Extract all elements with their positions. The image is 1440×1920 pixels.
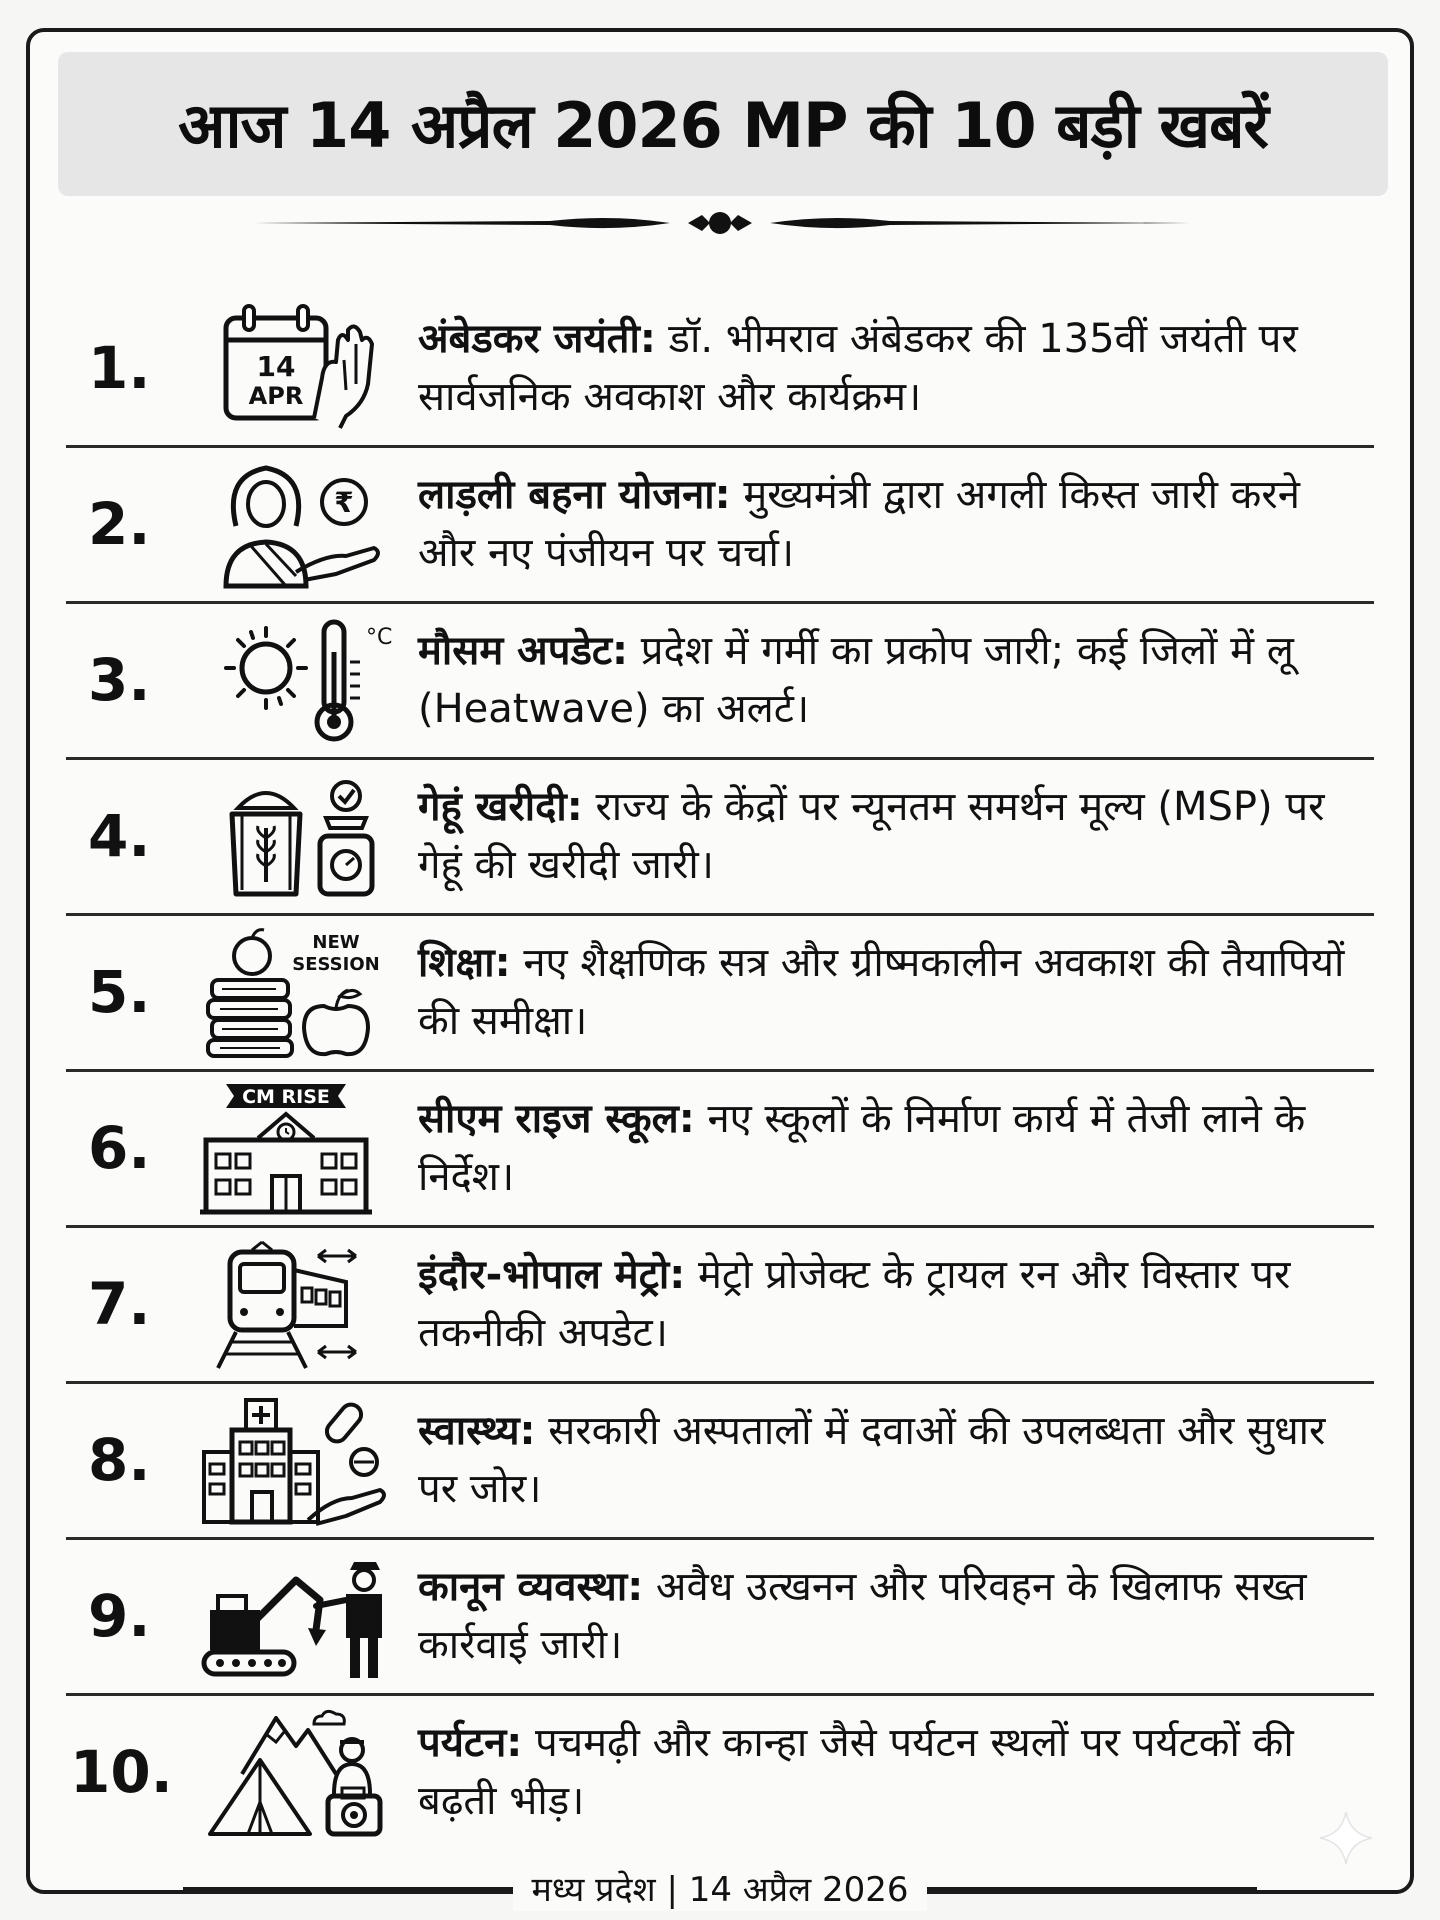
celsius-label: °C bbox=[366, 625, 393, 650]
news-item-9 bbox=[66, 1538, 1374, 1694]
footer-divider-left bbox=[183, 1887, 513, 1890]
excavator-police-icon bbox=[186, 1546, 406, 1686]
item-number: 8. bbox=[88, 1426, 151, 1494]
news-list bbox=[66, 290, 1374, 1850]
tent-mountain-camera-icon bbox=[186, 1702, 406, 1842]
woman-rupee-hand-icon bbox=[186, 454, 406, 594]
divider-ornament bbox=[250, 208, 1190, 238]
title-banner bbox=[58, 52, 1388, 196]
item-body: नए स्कूलों के निर्माण कार्य में तेजी लाने के निर्देश। bbox=[418, 1096, 1306, 1200]
item-body: अवैध उत्खनन और परिवहन के खिलाफ सख्त कार्रवाई जारी। bbox=[418, 1564, 1307, 1668]
hospital-medicine-icon bbox=[186, 1390, 406, 1530]
item-heading: मौसम अपडेट: bbox=[418, 628, 629, 674]
calendar-day: 14 bbox=[256, 350, 296, 383]
rupee-symbol: ₹ bbox=[334, 486, 354, 519]
item-body: प्रदेश में गर्मी का प्रकोप जारी; कई जिलों में लू (Heatwave) का अलर्ट। bbox=[418, 628, 1294, 732]
calendar-hand-icon bbox=[186, 298, 406, 438]
item-number: 10. bbox=[70, 1738, 173, 1806]
item-heading: लाड़ली बहना योजना: bbox=[418, 472, 731, 518]
metro-train-icon bbox=[186, 1234, 406, 1374]
item-heading: अंबेडकर जयंती: bbox=[418, 316, 656, 362]
sparkle-watermark-icon bbox=[1318, 1810, 1374, 1866]
item-body: नए शैक्षणिक सत्र और ग्रीष्मकालीन अवकाश की तैयापियों की समीक्षा। bbox=[418, 940, 1345, 1044]
news-item-6 bbox=[66, 1070, 1374, 1226]
item-heading: स्वास्थ्य: bbox=[418, 1408, 536, 1454]
news-item-5 bbox=[66, 914, 1374, 1070]
item-heading: इंदौर-भोपाल मेट्रो: bbox=[418, 1252, 686, 1298]
new-label: NEW bbox=[312, 932, 360, 953]
item-number: 2. bbox=[88, 490, 151, 558]
sun-thermometer-icon bbox=[186, 610, 406, 750]
item-heading: कानून व्यवस्था: bbox=[418, 1564, 644, 1610]
item-number: 9. bbox=[88, 1582, 151, 1650]
footer-text: मध्य प्रदेश | 14 अप्रैल 2026 bbox=[513, 1865, 926, 1911]
books-apple-icon bbox=[186, 922, 406, 1062]
news-item-10 bbox=[66, 1694, 1374, 1850]
item-number: 3. bbox=[88, 646, 151, 714]
footer-divider-right bbox=[927, 1887, 1257, 1890]
news-item-4 bbox=[66, 758, 1374, 914]
item-body: पचमढ़ी और कान्हा जैसे पर्यटन स्थलों पर पर्यटकों की बढ़ती भीड़। bbox=[418, 1720, 1294, 1824]
news-item-8 bbox=[66, 1382, 1374, 1538]
item-number: 6. bbox=[88, 1114, 151, 1182]
item-number: 4. bbox=[88, 802, 151, 870]
item-heading: गेहूं खरीदी: bbox=[418, 784, 583, 830]
item-heading: शिक्षा: bbox=[418, 940, 511, 986]
item-body: डॉ. भीमराव अंबेडकर की 135वीं जयंती पर सार्वजनिक अवकाश और कार्यक्रम। bbox=[418, 316, 1298, 420]
footer bbox=[0, 1862, 1440, 1914]
cm-rise-label: CM RISE bbox=[242, 1086, 330, 1108]
wheat-sack-scale-icon bbox=[186, 766, 406, 906]
calendar-month: APR bbox=[248, 382, 304, 410]
item-body: सरकारी अस्पतालों में दवाओं की उपलब्धता और सुधार पर जोर। bbox=[418, 1408, 1326, 1512]
news-item-7 bbox=[66, 1226, 1374, 1382]
school-building-icon bbox=[186, 1078, 406, 1218]
page-title: आज 14 अप्रैल 2026 MP की 10 बड़ी खबरें bbox=[178, 89, 1268, 162]
item-body: मुख्यमंत्री द्वारा अगली किस्त जारी करने और नए पंजीयन पर चर्चा। bbox=[418, 472, 1300, 576]
item-body: मेट्रो प्रोजेक्ट के ट्रायल रन और विस्तार पर तकनीकी अपडेट। bbox=[418, 1252, 1291, 1356]
item-number: 1. bbox=[88, 334, 151, 402]
item-number: 7. bbox=[88, 1270, 151, 1338]
news-item-3 bbox=[66, 602, 1374, 758]
news-item-1 bbox=[66, 290, 1374, 446]
item-heading: पर्यटन: bbox=[418, 1720, 523, 1766]
item-heading: सीएम राइज स्कूल: bbox=[418, 1096, 695, 1142]
session-label: SESSION bbox=[292, 954, 380, 975]
news-item-2 bbox=[66, 446, 1374, 602]
item-body: राज्य के केंद्रों पर न्यूनतम समर्थन मूल्य (MSP) पर गेहूं की खरीदी जारी। bbox=[418, 784, 1325, 888]
item-number: 5. bbox=[88, 958, 151, 1026]
